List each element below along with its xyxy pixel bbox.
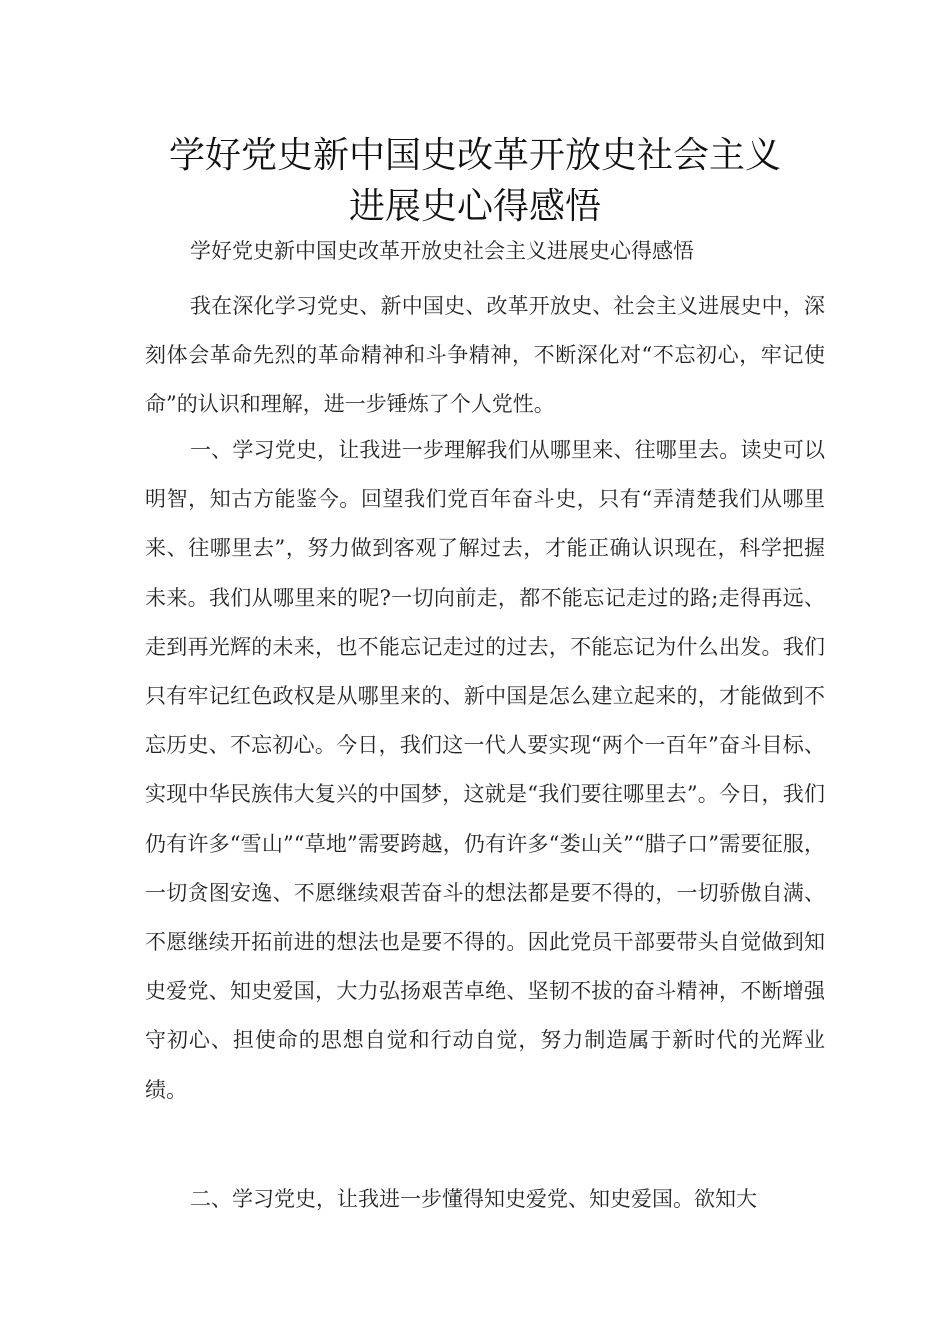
- document-subtitle: 学好党史新中国史改革开放史社会主义进展史心得感悟: [190, 239, 694, 263]
- document-title-line-2: 进展史心得感悟: [348, 186, 601, 227]
- paragraph-section-two: 二、学习党史，让我进一步懂得知史爱党、知史爱国。欲知大: [190, 1187, 757, 1211]
- paragraph-section-one: 一、学习党史，让我进一步理解我们从哪里来、往哪里去。读史可以明智，知古方能鉴今。回望我们党百年奋斗史，只有“弄清楚我们从哪里来、往哪里去”，努力做到客观了解过去，才能正确认识现在，科学把握未来。我们从哪里来的呢?一切向前走，都不能忘记走过的路;走得再远、走到再光辉的未来，也不能忘记走过的过去，不能忘记为什么出发。我们只有牢记红色政权是从哪里来的、新中国是怎么建立起来的，才能做到不忘历史、不忘初心。今日，我们这一代人要实现“两个一百年”奋斗目标、实现中华民族伟大复兴的中国梦，这就是“我们要往哪里去”。今日，我们仍有许多“雪山”“草地”需要跨越，仍有许多“娄山关”“腊子口”需要征服，一切贪图安逸、不愿继续艰苦奋斗的想法都是要不得的，一切骄傲自满、不愿继续开拓前进的想法也是要不得的。因此党员干部要带头自觉做到知史爱党、知史爱国，大力弘扬艰苦卓绝、坚韧不拔的奋斗精神，不断增强守初心、担使命的思想自觉和行动自觉，努力制造属于新时代的光辉业绩。: [145, 438, 825, 1102]
- document-title-line-1: 学好党史新中国史改革开放史社会主义: [168, 135, 781, 176]
- paragraph-intro: 我在深化学习党史、新中国史、改革开放史、社会主义进展史中，深刻体会革命先烈的革命精神和斗争精神，不断深化对“不忘初心，牢记使命”的认识和理解，进一步锤炼了个人党性。: [145, 294, 825, 417]
